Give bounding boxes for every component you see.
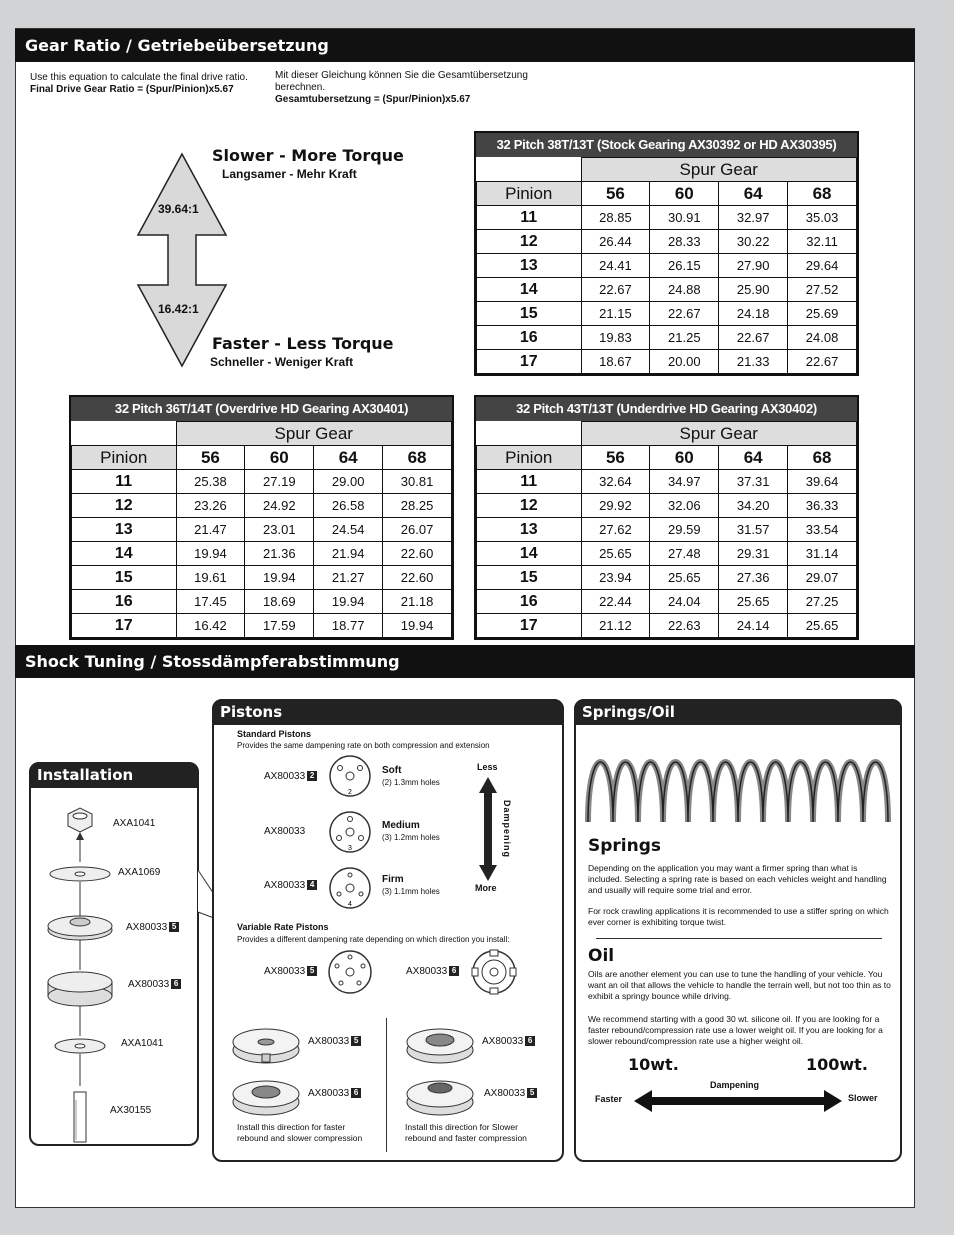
oil-faster-label: Faster [595, 1094, 623, 1104]
gear-table-title: 32 Pitch 43T/13T (Underdrive HD Gearing AX30402) [476, 397, 857, 421]
ratio-cell: 18.67 [581, 350, 650, 374]
oil-weight-low: 10wt. [628, 1055, 679, 1074]
oil-paragraph-1: Oils are another element you can use to tune the handling of your vehicle. You want an oil that allows the vehicle to handle the terrain well, but not too thin as to exhibit a springy bounce while driving. [588, 969, 891, 1001]
orient-right-top-part [482, 1036, 535, 1047]
intro-de-text: Mit dieser Gleichung können Sie die Gesamtübersetzung berechnen. [275, 70, 528, 93]
spur-column-header: 68 [788, 446, 857, 470]
part-badge: 6 [171, 979, 181, 989]
orient-right-bottom-part [484, 1088, 537, 1099]
ratio-cell: 21.27 [314, 566, 383, 590]
part-id: AX80033 [482, 1036, 524, 1047]
intro-de [275, 70, 555, 106]
spur-column-header: 60 [650, 446, 719, 470]
ratio-cell: 17.45 [176, 590, 245, 614]
ratio-cell: 25.38 [176, 470, 245, 494]
ratio-cell: 37.31 [719, 470, 788, 494]
shock-tuning-header: Shock Tuning / Stossdämpferabstimmung [15, 645, 915, 678]
ratio-cell: 17.59 [245, 614, 314, 638]
pinion-cell: 15 [477, 566, 582, 590]
oil-dampening-label: Dampening [710, 1080, 760, 1090]
spur-column-header: 64 [314, 446, 383, 470]
part-badge: 5 [351, 1036, 361, 1046]
oil-dampening-arrow [634, 1090, 842, 1112]
table-row [477, 278, 857, 302]
ratio-cell: 39.64 [788, 470, 857, 494]
ratio-cell: 23.94 [581, 566, 650, 590]
pinion-cell: 13 [477, 254, 582, 278]
orient-left-caption: Install this direction for faster rebound and slower compression [237, 1122, 363, 1143]
springs-paragraph-2: For rock crawling applications it is recommended to use a stiffer spring on which ever corner is exhibiting torque twist. [588, 906, 889, 927]
part-id: AX80033 [484, 1088, 526, 1099]
springs-title: Springs [588, 836, 662, 856]
ratio-cell: 32.64 [581, 470, 650, 494]
orient-right-caption: Install this direction for Slower rebound and faster compression [405, 1122, 527, 1143]
ratio-cell: 31.14 [788, 542, 857, 566]
spring-illustration [584, 748, 892, 828]
medium-holes: (3) 1.2mm holes [382, 833, 440, 842]
pinion-cell: 17 [477, 614, 582, 638]
medium-label: Medium [382, 820, 420, 831]
oil-title: Oil [588, 946, 615, 966]
ratio-cell: 32.06 [650, 494, 719, 518]
installation-exploded-view [40, 800, 190, 1145]
more-label: More [475, 883, 497, 893]
ratio-cell: 30.81 [383, 470, 452, 494]
table-row [477, 350, 857, 374]
medium-piston-part: AX80033 [264, 826, 306, 837]
install-part-5 [121, 1038, 163, 1049]
piston-orientation-right-top-icon [407, 1029, 473, 1063]
ratio-cell: 30.22 [719, 230, 788, 254]
firm-piston-mark: 4 [348, 901, 352, 908]
pinion-cell: 16 [477, 590, 582, 614]
spur-column-header: 64 [719, 182, 788, 206]
installation-title: Installation [29, 762, 199, 788]
ratio-cell: 21.94 [314, 542, 383, 566]
firm-piston-icon [330, 868, 370, 908]
gear-table-stock [474, 131, 859, 376]
soft-holes: (2) 1.3mm holes [382, 778, 440, 787]
part-id: AX80033 [406, 966, 448, 977]
ratio-cell: 20.00 [650, 350, 719, 374]
spur-gear-header: Spur Gear [176, 422, 452, 446]
ratio-cell: 29.92 [581, 494, 650, 518]
pinion-cell: 15 [72, 566, 177, 590]
part-id: AX80033 [308, 1036, 350, 1047]
table-corner [477, 158, 582, 182]
install-part-4 [128, 979, 181, 990]
gear-table-title: 32 Pitch 38T/13T (Stock Gearing AX30392 or HD AX30395) [476, 133, 857, 157]
pinion-cell: 16 [72, 590, 177, 614]
pinion-cell: 11 [477, 206, 582, 230]
ratio-cell: 24.04 [650, 590, 719, 614]
table-row [477, 518, 857, 542]
spur-column-header: 56 [581, 182, 650, 206]
part-badge: 6 [351, 1088, 361, 1098]
pinion-cell: 12 [477, 494, 582, 518]
oil-slower-label: Slower [848, 1093, 878, 1103]
spur-column-header: 60 [650, 182, 719, 206]
ratio-cell: 19.94 [245, 566, 314, 590]
ratio-cell: 19.61 [176, 566, 245, 590]
pinion-cell: 12 [477, 230, 582, 254]
ratio-cell: 30.91 [650, 206, 719, 230]
ratio-cell: 27.19 [245, 470, 314, 494]
ratio-cell: 32.97 [719, 206, 788, 230]
ratio-cell: 29.31 [719, 542, 788, 566]
pinion-cell: 17 [72, 614, 177, 638]
install-part-1 [113, 818, 155, 829]
ratio-cell: 22.67 [788, 350, 857, 374]
ratio-cell: 22.67 [581, 278, 650, 302]
ratio-cell: 25.65 [650, 566, 719, 590]
ratio-cell: 28.33 [650, 230, 719, 254]
part-badge: 5 [307, 966, 317, 976]
ratio-cell: 21.36 [245, 542, 314, 566]
pinion-cell: 16 [477, 326, 582, 350]
ratio-cell: 34.20 [719, 494, 788, 518]
gear-table-overdrive [69, 395, 454, 640]
ratio-cell: 22.67 [719, 326, 788, 350]
ratio-cell: 19.94 [383, 614, 452, 638]
part-id: AX80033 [308, 1088, 350, 1099]
soft-piston-part [264, 771, 317, 782]
table-corner [72, 422, 177, 446]
ratio-cell: 27.36 [719, 566, 788, 590]
ratio-cell: 19.94 [176, 542, 245, 566]
spur-column-header: 56 [581, 446, 650, 470]
pinion-cell: 11 [72, 470, 177, 494]
dampening-double-arrow [478, 777, 498, 881]
spur-column-header: 56 [176, 446, 245, 470]
table-row [72, 494, 452, 518]
table-row [72, 566, 452, 590]
ratio-cell: 21.18 [383, 590, 452, 614]
ratio-cell: 18.77 [314, 614, 383, 638]
ratio-cell: 24.14 [719, 614, 788, 638]
table-row [72, 470, 452, 494]
pinion-cell: 13 [72, 518, 177, 542]
piston-orientation-left-bottom-icon [233, 1081, 299, 1115]
soft-label: Soft [382, 765, 402, 776]
firm-holes: (3) 1.1mm holes [382, 887, 440, 896]
variable-pistons-desc: Provides a different dampening rate depending on which direction you install: [237, 935, 510, 944]
ratio-cell: 25.65 [788, 614, 857, 638]
ratio-cell: 25.90 [719, 278, 788, 302]
ratio-cell: 32.11 [788, 230, 857, 254]
ratio-cell: 23.01 [245, 518, 314, 542]
orient-left-top-part [308, 1036, 361, 1047]
part-id: AXA1041 [113, 818, 156, 829]
gear-table-title: 32 Pitch 36T/14T (Overdrive HD Gearing AX30401) [71, 397, 452, 421]
pinion-header: Pinion [477, 182, 582, 206]
part-id: AXA1069 [118, 867, 161, 878]
orient-left-bottom-part [308, 1088, 361, 1099]
part-badge: 5 [169, 922, 179, 932]
variable-piston-5-icon [329, 951, 371, 993]
spur-column-header: 64 [719, 446, 788, 470]
firm-piston-part [264, 880, 317, 891]
ratio-cell: 26.07 [383, 518, 452, 542]
table-row [477, 206, 857, 230]
ratio-cell: 27.62 [581, 518, 650, 542]
ratio-cell: 27.48 [650, 542, 719, 566]
pinion-cell: 14 [72, 542, 177, 566]
part-id: AX80033 [264, 771, 306, 782]
ratio-cell: 36.33 [788, 494, 857, 518]
ratio-cell: 27.90 [719, 254, 788, 278]
part-badge: 4 [307, 880, 317, 890]
gear-table-underdrive [474, 395, 859, 640]
pinion-cell: 15 [477, 302, 582, 326]
pinion-header: Pinion [72, 446, 177, 470]
ratio-cell: 26.58 [314, 494, 383, 518]
ratio-cell: 24.92 [245, 494, 314, 518]
ratio-cell: 24.54 [314, 518, 383, 542]
install-part-6 [110, 1105, 151, 1116]
springs-paragraph-1: Depending on the application you may want a firmer spring than what is included. Selecting a spring rate is based on each vehicles weight and handling and usually will require some trial and error. [588, 863, 887, 895]
gear-ratio-header: Gear Ratio / Getriebeübersetzung [15, 29, 915, 62]
ratio-cell: 25.65 [581, 542, 650, 566]
spur-gear-header: Spur Gear [581, 158, 857, 182]
standard-pistons-desc: Provides the same dampening rate on both compression and extension [237, 741, 490, 750]
part-id: AX30155 [110, 1105, 152, 1116]
slower-de-label: Langsamer - Mehr Kraft [222, 167, 357, 181]
part-badge: 6 [449, 966, 459, 976]
part-badge: 5 [527, 1088, 537, 1098]
standard-piston-icons [326, 754, 374, 914]
ratio-cell: 29.64 [788, 254, 857, 278]
less-label: Less [477, 762, 498, 772]
install-part-3 [126, 922, 179, 933]
pistons-title: Pistons [212, 699, 564, 725]
medium-piston-mark: 3 [348, 845, 352, 852]
table-row [477, 302, 857, 326]
table-row [72, 518, 452, 542]
ratio-cell: 24.18 [719, 302, 788, 326]
soft-piston-mark: 2 [348, 789, 352, 796]
formula-de: Gesamtubersetzung = (Spur/Pinion)x5.67 [275, 94, 471, 105]
var-piston-a-part [264, 966, 317, 977]
ratio-cell: 21.15 [581, 302, 650, 326]
ratio-cell: 19.94 [314, 590, 383, 614]
table-row [477, 494, 857, 518]
variable-pistons-title: Variable Rate Pistons [237, 922, 329, 932]
ratio-cell: 21.33 [719, 350, 788, 374]
variable-piston-6-icon [472, 950, 516, 994]
spur-column-header: 68 [383, 446, 452, 470]
part-id: AX80033 [126, 922, 168, 933]
part-id: AX80033 [264, 880, 306, 891]
ratio-cell: 16.42 [176, 614, 245, 638]
ratio-cell: 22.63 [650, 614, 719, 638]
install-part-2 [118, 867, 160, 878]
ratio-cell: 24.41 [581, 254, 650, 278]
oil-paragraph-2: We recommend starting with a good 30 wt. silicone oil. If you are looking for a faster rebound/compression rate use a lower weight oil. If you are looking for a slower rebound/compression rate use a higher weight oil. [588, 1014, 883, 1046]
standard-pistons-title: Standard Pistons [237, 729, 312, 739]
ratio-cell: 35.03 [788, 206, 857, 230]
ratio-cell: 21.12 [581, 614, 650, 638]
springs-oil-title: Springs/Oil [574, 699, 902, 725]
ratio-cell: 29.00 [314, 470, 383, 494]
soft-piston-icon [330, 756, 370, 796]
ratio-cell: 27.52 [788, 278, 857, 302]
piston-orientation-right-bottom-icon [407, 1081, 473, 1115]
ratio-cell: 19.83 [581, 326, 650, 350]
oil-weight-high: 100wt. [806, 1055, 868, 1074]
ratio-low-label: 16.42:1 [158, 302, 199, 316]
ratio-cell: 25.65 [719, 590, 788, 614]
ratio-cell: 22.60 [383, 542, 452, 566]
part-badge: 6 [525, 1036, 535, 1046]
intro-en [30, 72, 270, 96]
part-id: AXA1041 [121, 1038, 164, 1049]
pinion-cell: 13 [477, 518, 582, 542]
gear-table-grid [71, 421, 452, 638]
ratio-cell: 28.25 [383, 494, 452, 518]
ratio-high-label: 39.64:1 [158, 202, 199, 216]
table-row [477, 542, 857, 566]
ratio-cell: 25.69 [788, 302, 857, 326]
formula-en: Final Drive Gear Ratio = (Spur/Pinion)x5.67 [30, 84, 234, 95]
gear-table-grid [476, 157, 857, 374]
medium-piston-icon [330, 812, 370, 852]
ratio-cell: 31.57 [719, 518, 788, 542]
piston-orientation-left-top-icon [233, 1029, 299, 1063]
ratio-cell: 27.25 [788, 590, 857, 614]
ratio-cell: 21.47 [176, 518, 245, 542]
slower-label: Slower - More Torque [212, 146, 404, 165]
table-row [477, 614, 857, 638]
ratio-cell: 24.88 [650, 278, 719, 302]
part-id: AX80033 [128, 979, 170, 990]
pinion-header: Pinion [477, 446, 582, 470]
pinion-cell: 14 [477, 542, 582, 566]
dampening-vertical-label: Dampening [502, 800, 512, 859]
pinion-cell: 17 [477, 350, 582, 374]
gear-table-grid [476, 421, 857, 638]
pinion-cell: 14 [477, 278, 582, 302]
ratio-cell: 23.26 [176, 494, 245, 518]
ratio-cell: 29.07 [788, 566, 857, 590]
variable-piston-icons [326, 948, 526, 996]
faster-de-label: Schneller - Weniger Kraft [210, 355, 354, 369]
table-row [72, 614, 452, 638]
intro-en-text: Use this equation to calculate the final drive ratio. [30, 72, 248, 83]
table-corner [477, 422, 582, 446]
part-badge: 2 [307, 771, 317, 781]
table-row [477, 326, 857, 350]
table-row [72, 590, 452, 614]
springs-oil-divider [596, 938, 882, 939]
ratio-cell: 18.69 [245, 590, 314, 614]
table-row [477, 590, 857, 614]
table-row [72, 542, 452, 566]
ratio-cell: 29.59 [650, 518, 719, 542]
ratio-cell: 22.60 [383, 566, 452, 590]
ratio-cell: 22.67 [650, 302, 719, 326]
spur-gear-header: Spur Gear [581, 422, 857, 446]
ratio-cell: 26.15 [650, 254, 719, 278]
ratio-cell: 24.08 [788, 326, 857, 350]
ratio-cell: 33.54 [788, 518, 857, 542]
ratio-cell: 21.25 [650, 326, 719, 350]
ratio-cell: 34.97 [650, 470, 719, 494]
ratio-cell: 22.44 [581, 590, 650, 614]
ratio-cell: 28.85 [581, 206, 650, 230]
spur-column-header: 60 [245, 446, 314, 470]
spur-column-header: 68 [788, 182, 857, 206]
part-id: AX80033 [264, 966, 306, 977]
pinion-cell: 12 [72, 494, 177, 518]
faster-label: Faster - Less Torque [212, 334, 394, 353]
table-row [477, 566, 857, 590]
table-row [477, 230, 857, 254]
pinion-cell: 11 [477, 470, 582, 494]
table-row [477, 470, 857, 494]
ratio-cell: 26.44 [581, 230, 650, 254]
table-row [477, 254, 857, 278]
firm-label: Firm [382, 874, 404, 885]
